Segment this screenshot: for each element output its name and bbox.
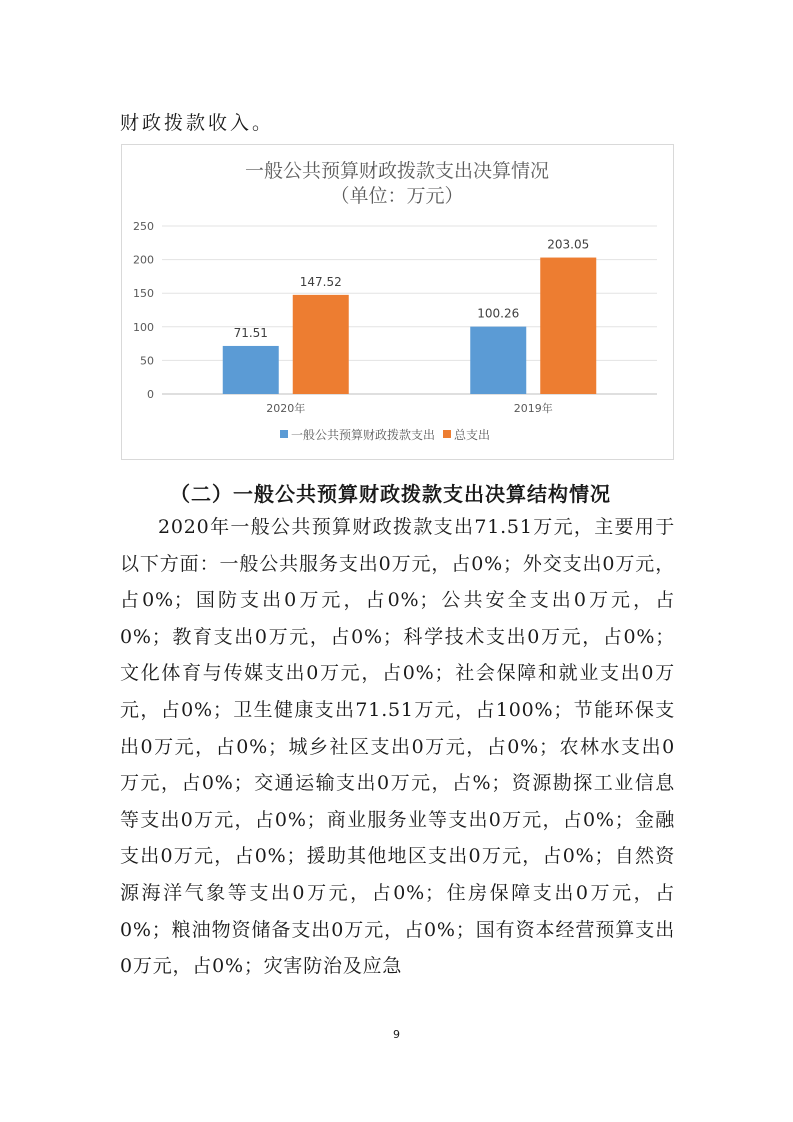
section-heading: （二）一般公共预算财政拨款支出决算结构情况 xyxy=(170,482,611,506)
lead-text: 财政拨款收入。 xyxy=(120,112,275,134)
expenditure-bar-chart xyxy=(121,144,674,460)
chart-svg xyxy=(122,145,673,459)
y-tick-label: 250 xyxy=(133,220,154,233)
chart-data-labels xyxy=(234,238,590,415)
legend-swatch xyxy=(280,430,288,438)
y-tick-label: 0 xyxy=(147,388,154,401)
chart-bars xyxy=(223,258,597,394)
legend-entry: 一般公共预算财政拨款支出 xyxy=(291,428,436,442)
y-tick-label: 50 xyxy=(140,354,154,368)
y-tick-label: 150 xyxy=(133,287,154,301)
y-tick-label: 200 xyxy=(133,253,154,267)
bar-data-label: 100.26 xyxy=(477,306,520,321)
legend-entry: 总支出 xyxy=(454,428,491,442)
bar xyxy=(540,258,596,394)
bar xyxy=(293,295,349,394)
y-tick-label: 100 xyxy=(133,320,154,334)
chart-legend xyxy=(280,427,490,442)
bar xyxy=(223,346,279,394)
legend-swatch xyxy=(443,430,451,438)
chart-title: 一般公共预算财政拨款支出决算情况 xyxy=(244,160,550,182)
bar-data-label: 71.51 xyxy=(233,325,268,340)
body-paragraph: 2020年一般公共预算财政拨款支出71.51万元，主要用于以下方面：一般公共服务支出0万元，占0%；外交支出0万元，占0%；国防支出0万元，占0%；公共安全支出0万元，占0%；教育支出0万元，占0%；科学技术支出0万元，占0%；文化体育与传媒支出0万元，占0%；社会保障和就业支出0万元，占0%；卫生健康支出71.51万元，占100%；节能环保支出0万元，占0%；城乡社区支出0万元，占0%；农林水支出0万元，占0%；交通运输支出0万元，占%；资源勘探工业信息等支出0万元，占0%；商业服务业等支出0万元，占0%；金融支出0万元，占0%；援助其他地区支出0万元，占0%；自然资源海洋气象等支出0万元，占0%；住房保障支出0万元，占0%；粮油物资储备支出0万元，占0%；国有资本经营预算支出0万元，占0%；灾害防治及应急 xyxy=(120,516,675,978)
x-category-label: 2020年 xyxy=(266,402,306,415)
bar-data-label: 203.05 xyxy=(547,237,590,252)
bar-data-label: 147.52 xyxy=(299,274,342,289)
chart-subtitle: （单位：万元） xyxy=(330,185,464,207)
page-number: 9 xyxy=(393,1028,400,1041)
x-category-label: 2019年 xyxy=(513,402,553,415)
bar xyxy=(470,327,526,394)
